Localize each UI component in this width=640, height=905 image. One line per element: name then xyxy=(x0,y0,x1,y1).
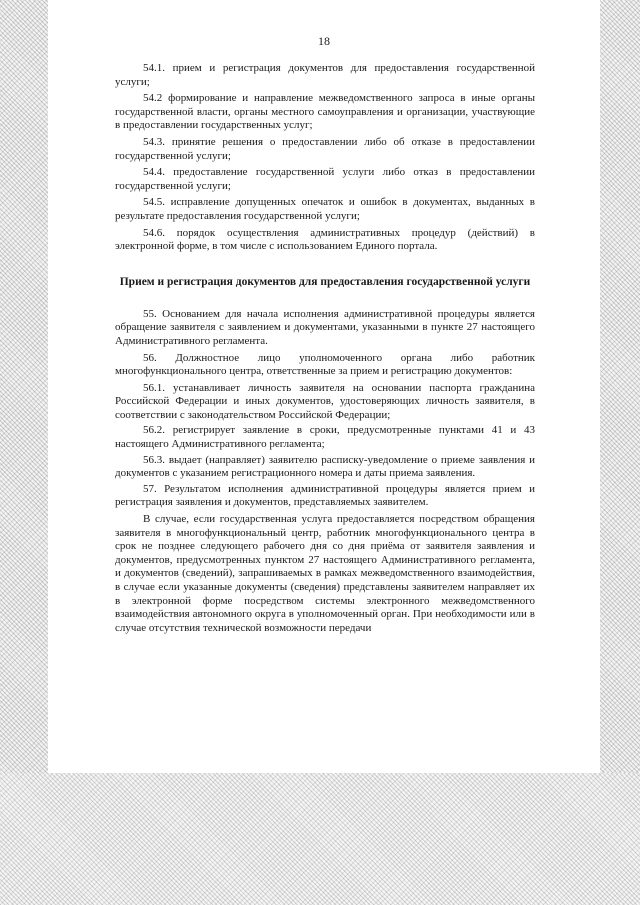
paragraph-56-1: 56.1. устанавливает личность заявителя на основании паспорта гражданина Российской Федерации и иных документов, удостоверяющих личность заявителя, в соответствии с законодательством Российской Федерации; xyxy=(115,381,535,421)
page-number: 18 xyxy=(318,34,330,48)
paragraph-54-5: 54.5. исправление допущенных опечаток и ошибок в документах, выданных в результате предоставления государственной услуги; xyxy=(115,196,535,222)
scan-border-right xyxy=(600,0,640,905)
section-heading: Прием и регистрация документов для предоставления государственной услуги xyxy=(119,275,531,288)
paragraph-54-3: 54.3. принятие решения о предоставлении либо об отказе в предоставлении государственной услуги; xyxy=(115,135,535,162)
paragraph-57: 57. Результатом исполнения административной процедуры является прием и регистрация заявления и документов, представляемых заявителем. xyxy=(115,482,535,509)
paragraph-55: 55. Основанием для начала исполнения административной процедуры является обращение заявителя с заявлением и документами, указанными в пункте 27 настоящего Административного регламента. xyxy=(115,307,535,347)
paragraph-56-3: 56.3. выдает (направляет) заявителю расписку-уведомление о приеме заявления и документов с указанием регистрационного номера и даты приема заявления. xyxy=(115,453,535,480)
paragraph-54-1: 54.1. прием и регистрация документов для предоставления государственной услуги; xyxy=(115,62,535,88)
paragraph-54-2: 54.2 формирование и направление межведомственного запроса в иные органы государственной власти, органы местного самоуправления и организации, участвующие в предоставлении государственных услуг; xyxy=(115,92,535,132)
paragraph-54-4: 54.4. предоставление государственной услуги либо отказ в предоставлении государственной услуги; xyxy=(115,166,535,192)
paragraph-54-6: 54.6. порядок осуществления административных процедур (действий) в электронной форме, в том числе с использованием Единого портала. xyxy=(115,226,535,253)
scan-border-left xyxy=(0,0,48,905)
scan-border-bottom xyxy=(0,773,640,905)
paragraph-56: 56. Должностное лицо уполномоченного органа либо работник многофункционального центра, ответственные за прием и регистрацию документов: xyxy=(115,351,535,378)
document-page xyxy=(48,0,600,773)
paragraph-mfc: В случае, если государственная услуга предоставляется посредством обращения заявителя в многофункциональный центр, работник многофункционального центра в срок не позднее следующего рабочего дня со дня приёма от заявителя заявления и документов, предусмотренных пунктом 27 настоящего Административного регламента, и документов (сведений), запрашиваемых в рамках межведомственного взаимодействия, в случае если указанные документы (сведения) представлены заявителем направляет их в электронной форме посредством системы электронного межведомственного взаимодействия автономного округа в уполномоченный орган. При необходимости или в случае отсутствия технической возможности передачи xyxy=(115,513,535,634)
paragraph-56-2: 56.2. регистрирует заявление в сроки, предусмотренные пунктами 41 и 43 настоящего Административного регламента; xyxy=(115,424,535,451)
document-body xyxy=(115,62,535,638)
